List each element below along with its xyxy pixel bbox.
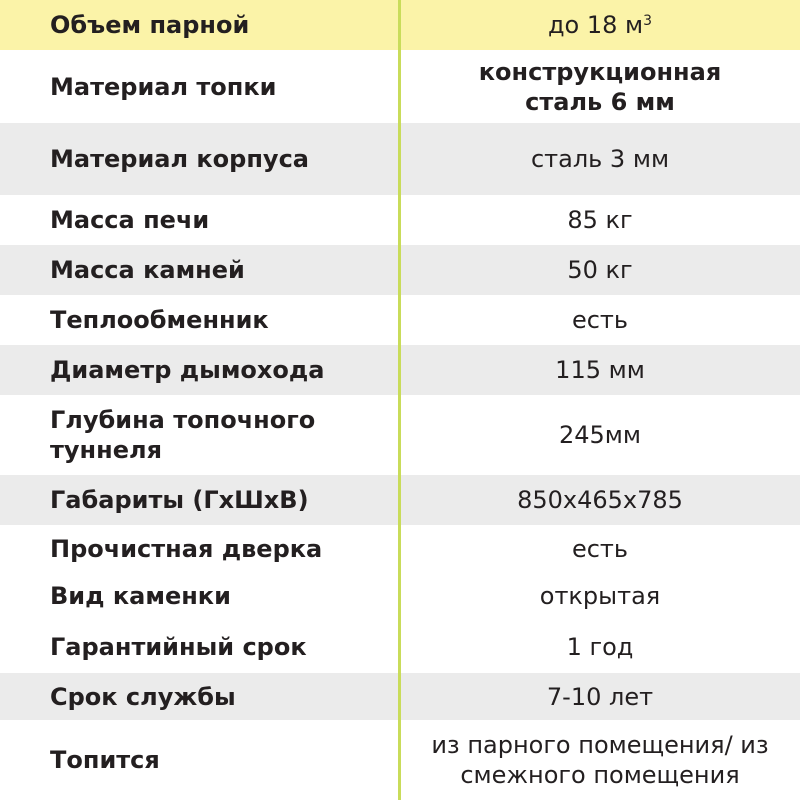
- spec-label: Теплообменник: [50, 306, 269, 334]
- column-divider: [398, 0, 401, 800]
- spec-label: Топится: [50, 746, 160, 774]
- spec-value: сталь 3 мм: [530, 145, 670, 173]
- superscript-cubic: 3: [643, 13, 653, 29]
- spec-value: открытая: [539, 582, 661, 610]
- spec-label: Материал топки: [50, 72, 277, 101]
- spec-value: 245мм: [558, 421, 642, 449]
- spec-value: 7-10 лет: [546, 682, 654, 711]
- spec-value: 1 год: [566, 632, 634, 661]
- spec-value: конструкционная сталь 6 мм: [478, 57, 722, 116]
- spec-value: 850х465х785: [517, 486, 683, 514]
- spec-value: 85 кг: [567, 206, 633, 234]
- spec-value: 115 мм: [555, 356, 645, 384]
- spec-value: есть: [571, 306, 629, 334]
- spec-value: есть: [571, 534, 629, 563]
- spec-label: Масса камней: [50, 256, 245, 284]
- spec-label: Гарантийный срок: [50, 632, 307, 661]
- spec-label: Глубина топочного туннеля: [50, 406, 316, 464]
- spec-label: Вид каменки: [50, 582, 231, 610]
- spec-label: Масса печи: [50, 206, 210, 234]
- spec-value: 50 кг: [567, 256, 633, 284]
- spec-label: Срок службы: [50, 682, 236, 711]
- spec-label: Объем парной: [50, 11, 250, 39]
- spec-label: Материал корпуса: [50, 145, 309, 173]
- spec-value: до 18 м $^3$: [400, 0, 800, 50]
- spec-label: Габариты (ГхШхВ): [50, 486, 309, 514]
- spec-label: Диаметр дымохода: [50, 356, 325, 384]
- spec-label: Прочистная дверка: [50, 534, 323, 563]
- spec-value: из парного помещения/ из смежного помещения: [431, 731, 769, 789]
